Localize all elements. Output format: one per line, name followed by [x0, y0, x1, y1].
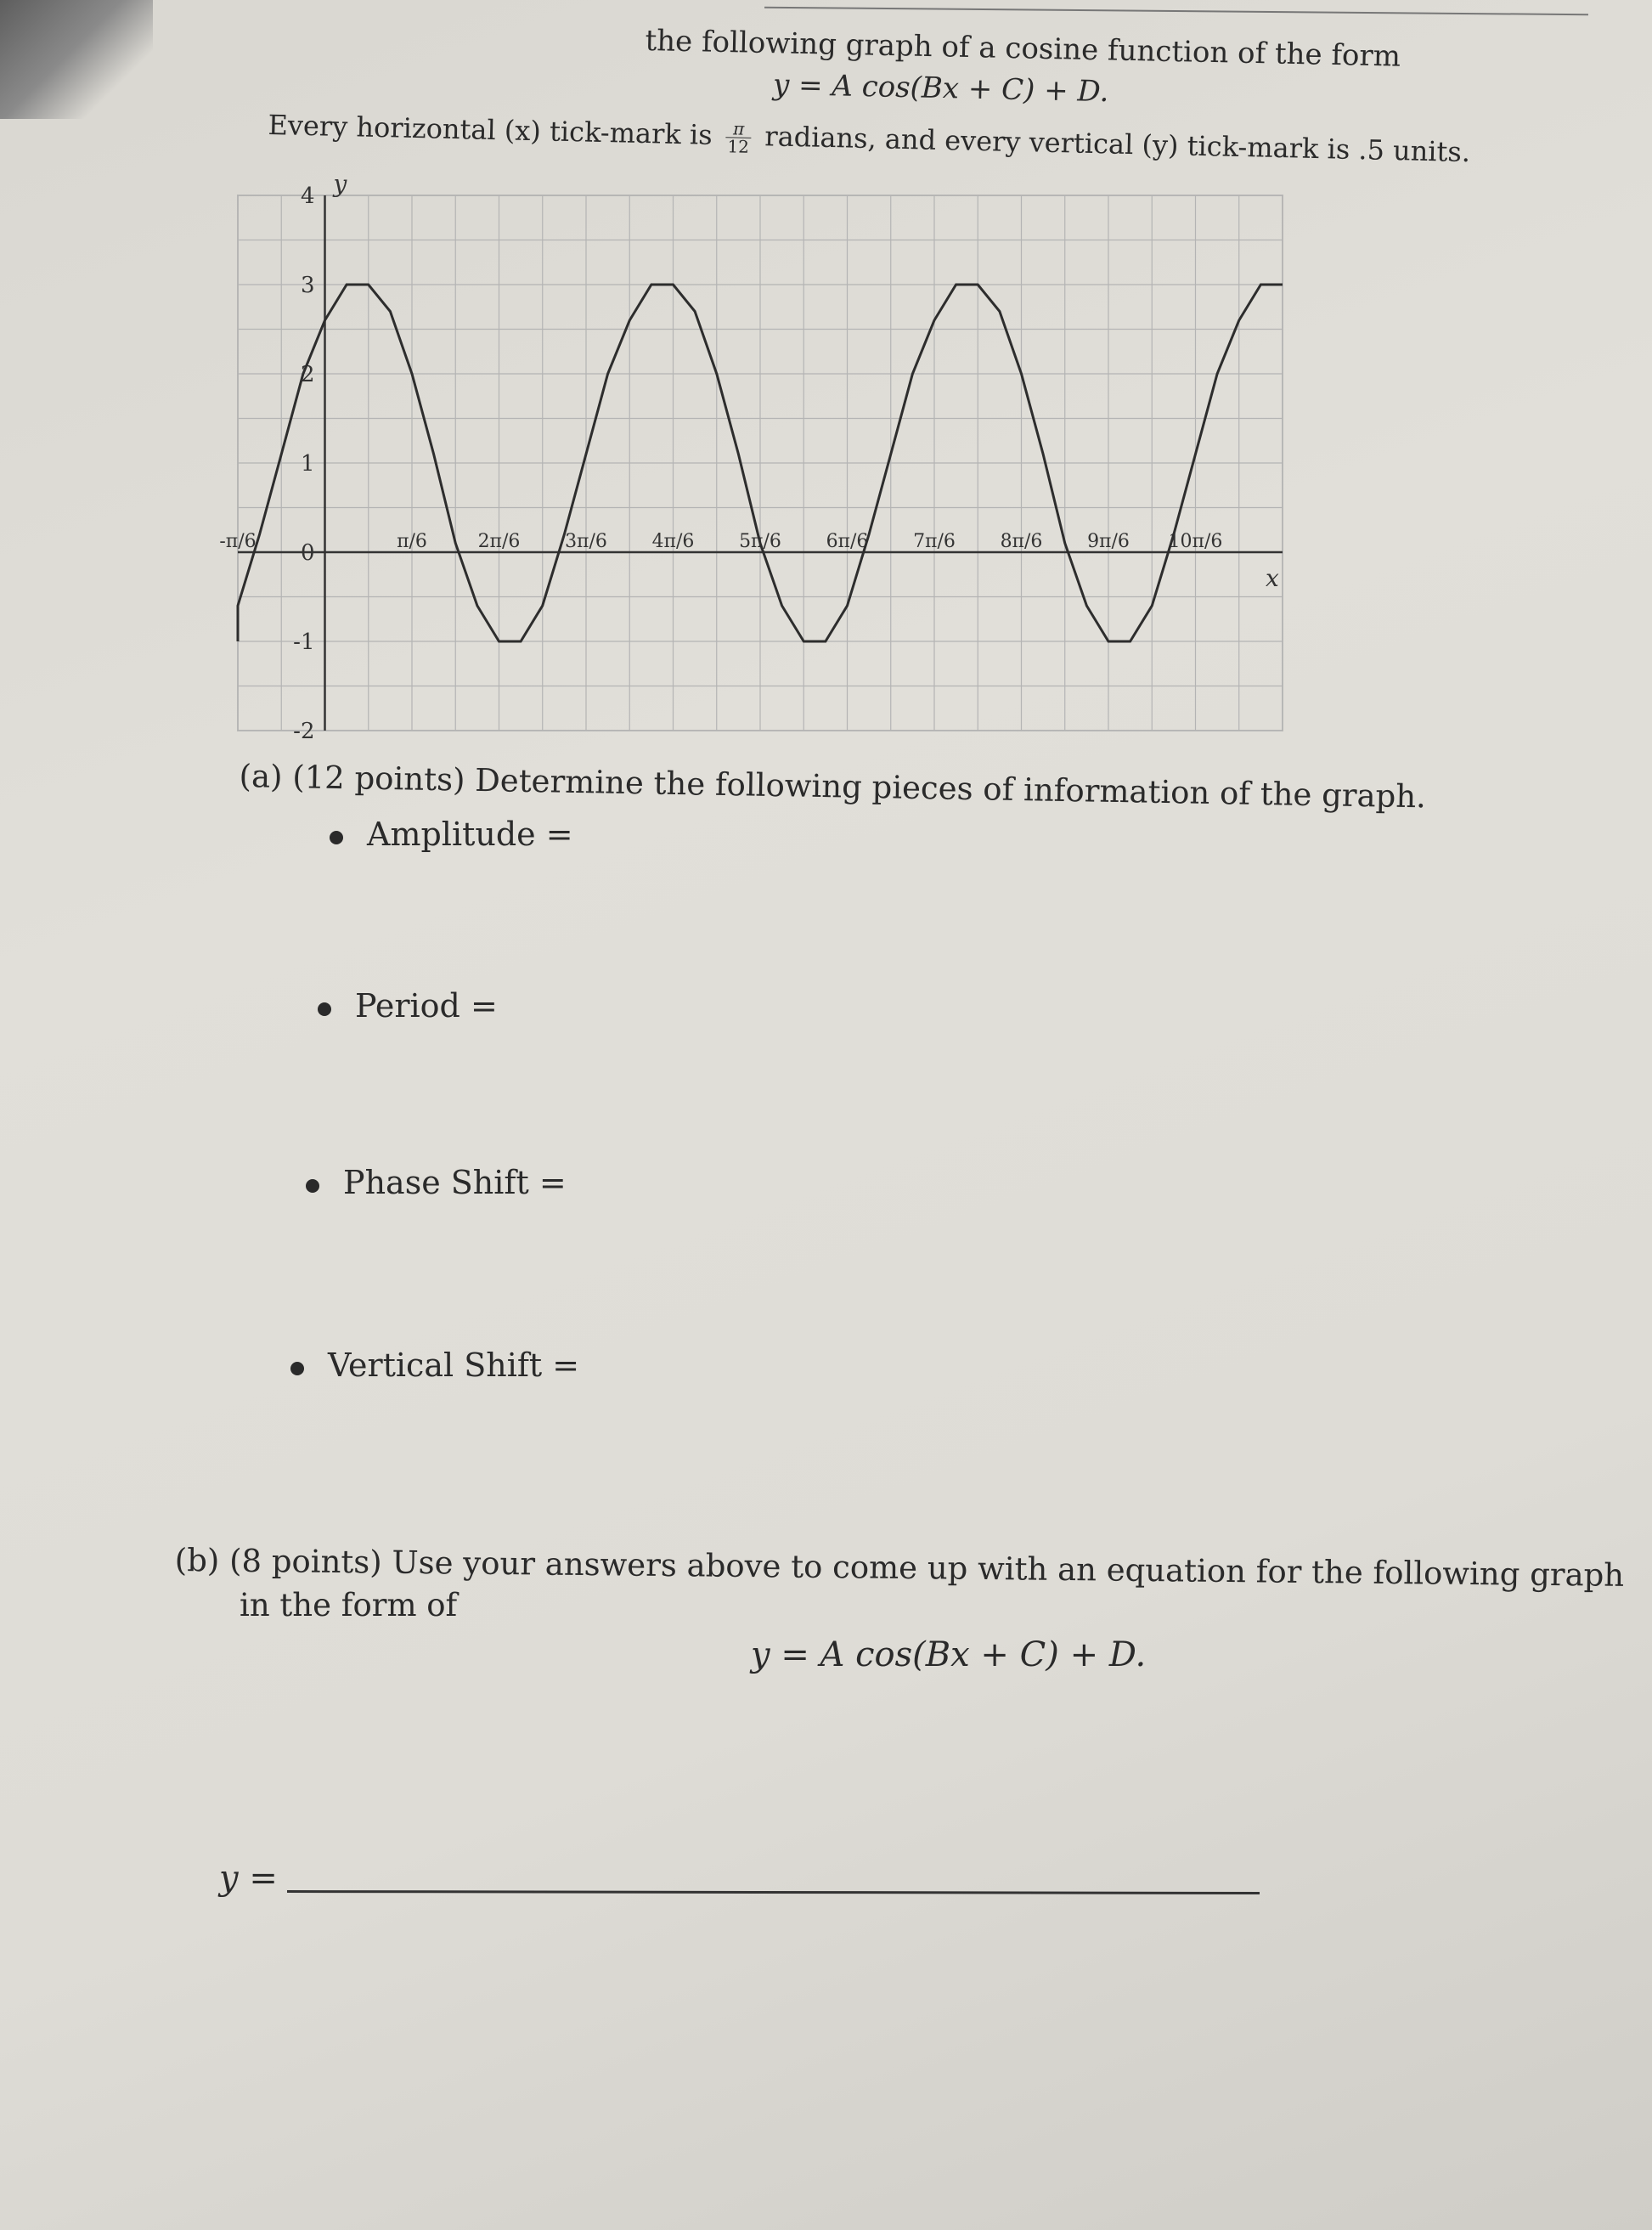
x-tick-label: 5π/6 [739, 531, 781, 552]
top-rule [764, 7, 1588, 15]
phase-shift-item [306, 1164, 567, 1201]
vertical-shift-label: Vertical Shift = [328, 1346, 580, 1384]
cosine-graph [219, 170, 1300, 756]
part-b-prompt-line2: in the form of [240, 1587, 458, 1623]
period-item [318, 987, 498, 1025]
x-axis-label: x [1266, 564, 1279, 592]
y-tick-label: 0 [300, 540, 315, 566]
x-tick-label: 9π/6 [1087, 531, 1130, 552]
corner-shadow [0, 0, 153, 119]
y-tick-label: 1 [300, 451, 315, 477]
bullet-dot [330, 831, 343, 844]
y-tick-label: -1 [293, 629, 315, 655]
y-tick-label: -2 [293, 719, 315, 744]
y-tick-label: 2 [300, 362, 315, 387]
y-axis-label: y [333, 170, 347, 198]
amplitude-label: Amplitude = [367, 816, 573, 853]
graph-grid [238, 195, 1283, 731]
x-tick-label: 4π/6 [651, 531, 695, 552]
x-tick-label: 6π/6 [826, 531, 869, 552]
tick-description-after: radians, and every vertical (y) tick-mark is .5 units. [764, 120, 1471, 169]
form-equation: y = A cos(Bx + C) + D. [772, 67, 1109, 110]
tick-fraction-den: 12 [727, 136, 750, 157]
x-tick-label: π/6 [397, 531, 427, 552]
answer-line[interactable] [287, 1890, 1260, 1894]
x-tick-label: 10π/6 [1168, 531, 1223, 552]
x-tick-label: 8π/6 [1000, 531, 1043, 552]
x-tick-label: -π/6 [219, 531, 257, 552]
y-tick-label: 3 [300, 273, 315, 298]
bullet-dot [306, 1179, 319, 1193]
answer-label: y = [219, 1859, 278, 1898]
period-label: Period = [355, 987, 498, 1025]
x-tick-label: 2π/6 [477, 531, 521, 552]
x-tick-label: 3π/6 [565, 531, 607, 552]
tick-description-before: Every horizontal (x) tick-mark is [268, 109, 713, 151]
bullet-dot [290, 1362, 304, 1375]
tick-description [268, 109, 1470, 172]
intro-text: the following graph of a cosine function of the form [645, 24, 1401, 74]
amplitude-item [330, 816, 573, 853]
x-tick-label: 7π/6 [913, 531, 956, 552]
graph-tick-labels [219, 183, 1222, 744]
tick-fraction-num: π [726, 120, 752, 138]
part-b-form-equation: y = A cos(Bx + C) + D. [751, 1635, 1147, 1674]
part-b-prompt-line1: (b) (8 points) Use your answers above to come up with an equation for the following graph [174, 1542, 1625, 1594]
vertical-shift-item [290, 1346, 579, 1384]
tick-fraction [725, 120, 751, 155]
part-a-prompt: (a) (12 points) Determine the following pieces of information of the graph. [239, 758, 1427, 816]
y-tick-label: 4 [300, 183, 315, 209]
bullet-dot [318, 1002, 331, 1016]
phase-shift-label: Phase Shift = [343, 1164, 567, 1201]
